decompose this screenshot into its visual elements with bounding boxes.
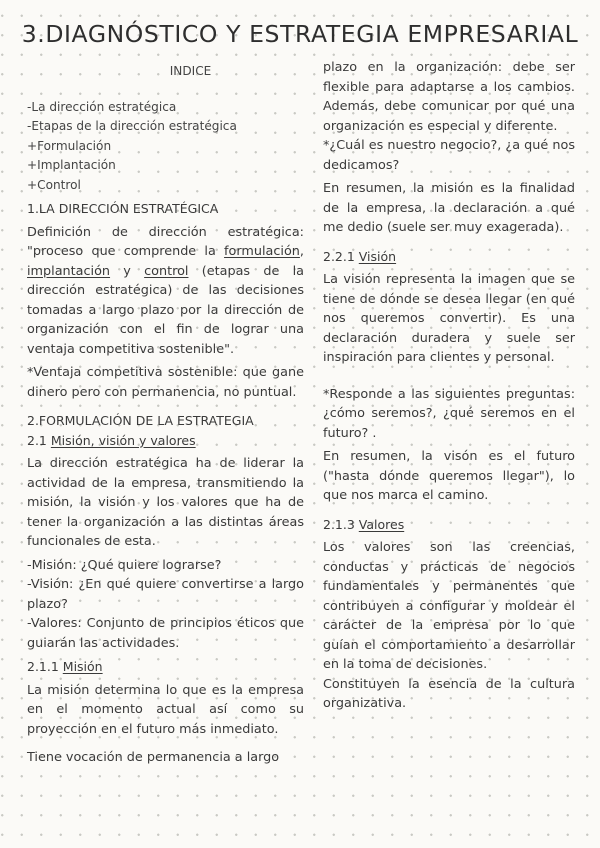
vision-question: *Responde a las siguientes preguntas: ¿cómo seremos?, ¿qué seremos en el futuro? . <box>323 386 575 441</box>
section2-intro: La dirección estratégica ha de liderar la actividad de la empresa, transmitiendo la misión, la visión y los valores que ha de tener la organización a las distintas áreas funcionales de esta. <box>27 456 304 549</box>
mision-paragraph-2-continued: plazo en la organización: debe ser flexible para adaptarse a los cambios. Además, debe comunicar por qué una organización es especial y diferente. <box>323 60 575 134</box>
section1-heading: 1.LA DIRECCIÓN ESTRATÉGICA <box>27 201 219 216</box>
subsection-2-1-heading <box>27 431 304 451</box>
term-implantacion: implantación <box>27 263 111 279</box>
valores-title: Valores <box>358 516 405 532</box>
definition-rest: (etapas de la dirección estratégica) de las decisiones tomadas a largo plazo por la dirección de organización con el fin de lograr una ventaja competitiva sostenible". <box>27 263 304 357</box>
mision-paragraph: La misión determina lo que es la empresa en el momento actual así como su proyección en el futuro más inmediato. <box>27 682 304 737</box>
mision-number: 2.1.1 <box>27 659 63 674</box>
subsection-title: Misión, visión y valores <box>50 432 196 448</box>
valores-paragraph-2: Constituyen la esencia de la cultura organizativa. <box>323 676 575 711</box>
vision-number: 2.2.1 <box>323 248 359 264</box>
page-title: 3.DIAGNÓSTICO Y ESTRATEGIA EMPRESARIAL <box>21 20 579 48</box>
mision-paragraph-2-start: Tiene vocación de permanencia a largo <box>27 750 280 765</box>
list-vision: -Visión: ¿En qué quiere convertirse a largo plazo? <box>27 577 304 612</box>
index-item-control: +Control <box>27 177 81 192</box>
right-column <box>323 58 575 714</box>
mision-summary: En resumen, la misión es la finalidad de la empresa, la declaración a qué me dedio (suele ser muy exagerada). <box>323 181 575 235</box>
valores-heading <box>323 515 575 535</box>
index-item-implantacion: +Implantación <box>27 158 116 172</box>
definition-and: y <box>110 263 145 279</box>
definition-sep: , <box>299 244 304 259</box>
vision-title: Visión <box>358 248 397 264</box>
index-item-formulacion: +Formulación <box>27 138 112 153</box>
vision-paragraph: La visión representa la imagen que se tiene de dónde se desea llegar (en qué nos queremos convertir). Es una declaración duradera y suele ser inspiración para clientes y personal. <box>323 272 575 365</box>
mision-heading <box>27 657 304 677</box>
ventaja-note: *Ventaja competitiva sostenible: que gane dinero pero con permanencia, no puntual. <box>27 365 304 400</box>
vision-heading <box>323 247 575 267</box>
list-mision: -Misión: ¿Qué quiere lograrse? <box>27 557 222 573</box>
definition-intro: Definición de dirección estratégica: "proceso que comprende la <box>27 224 304 259</box>
index-item-direccion: -La dirección estratégica <box>27 99 177 114</box>
subsection-number: 2.1 <box>27 432 51 448</box>
left-column <box>27 58 304 768</box>
index-title: INDICE <box>169 64 212 78</box>
term-formulacion: formulación <box>224 244 300 259</box>
mision-title: Misión <box>62 659 103 674</box>
vision-summary: En resumen, la visón es el futuro ("hasta dónde queremos llegar"), lo que nos marca el camino. <box>323 449 575 503</box>
index-item-etapas: -Etapas de la dirección estratégica <box>27 119 237 133</box>
list-valores: -Valores: Conjunto de principios éticos que guiarán las actividades. <box>27 616 304 651</box>
mision-question: *¿Cuál es nuestro negocio?, ¿a qué nos dedicamos? <box>323 138 575 173</box>
valores-paragraph: Los valores son las creencias, conductas y prácticas de negocios fundamentales y permanentes que contribuyen a configurar y moldear el carácter de la empresa por lo que guían el comportamiento a desarrollar en la toma de decisiones. <box>323 540 575 672</box>
section2-heading: 2.FORMULACIÓN DE LA ESTRATEGIA <box>27 413 254 428</box>
term-control: control <box>144 263 189 279</box>
definition-paragraph <box>27 223 304 360</box>
valores-number: 2.1.3 <box>323 516 359 532</box>
